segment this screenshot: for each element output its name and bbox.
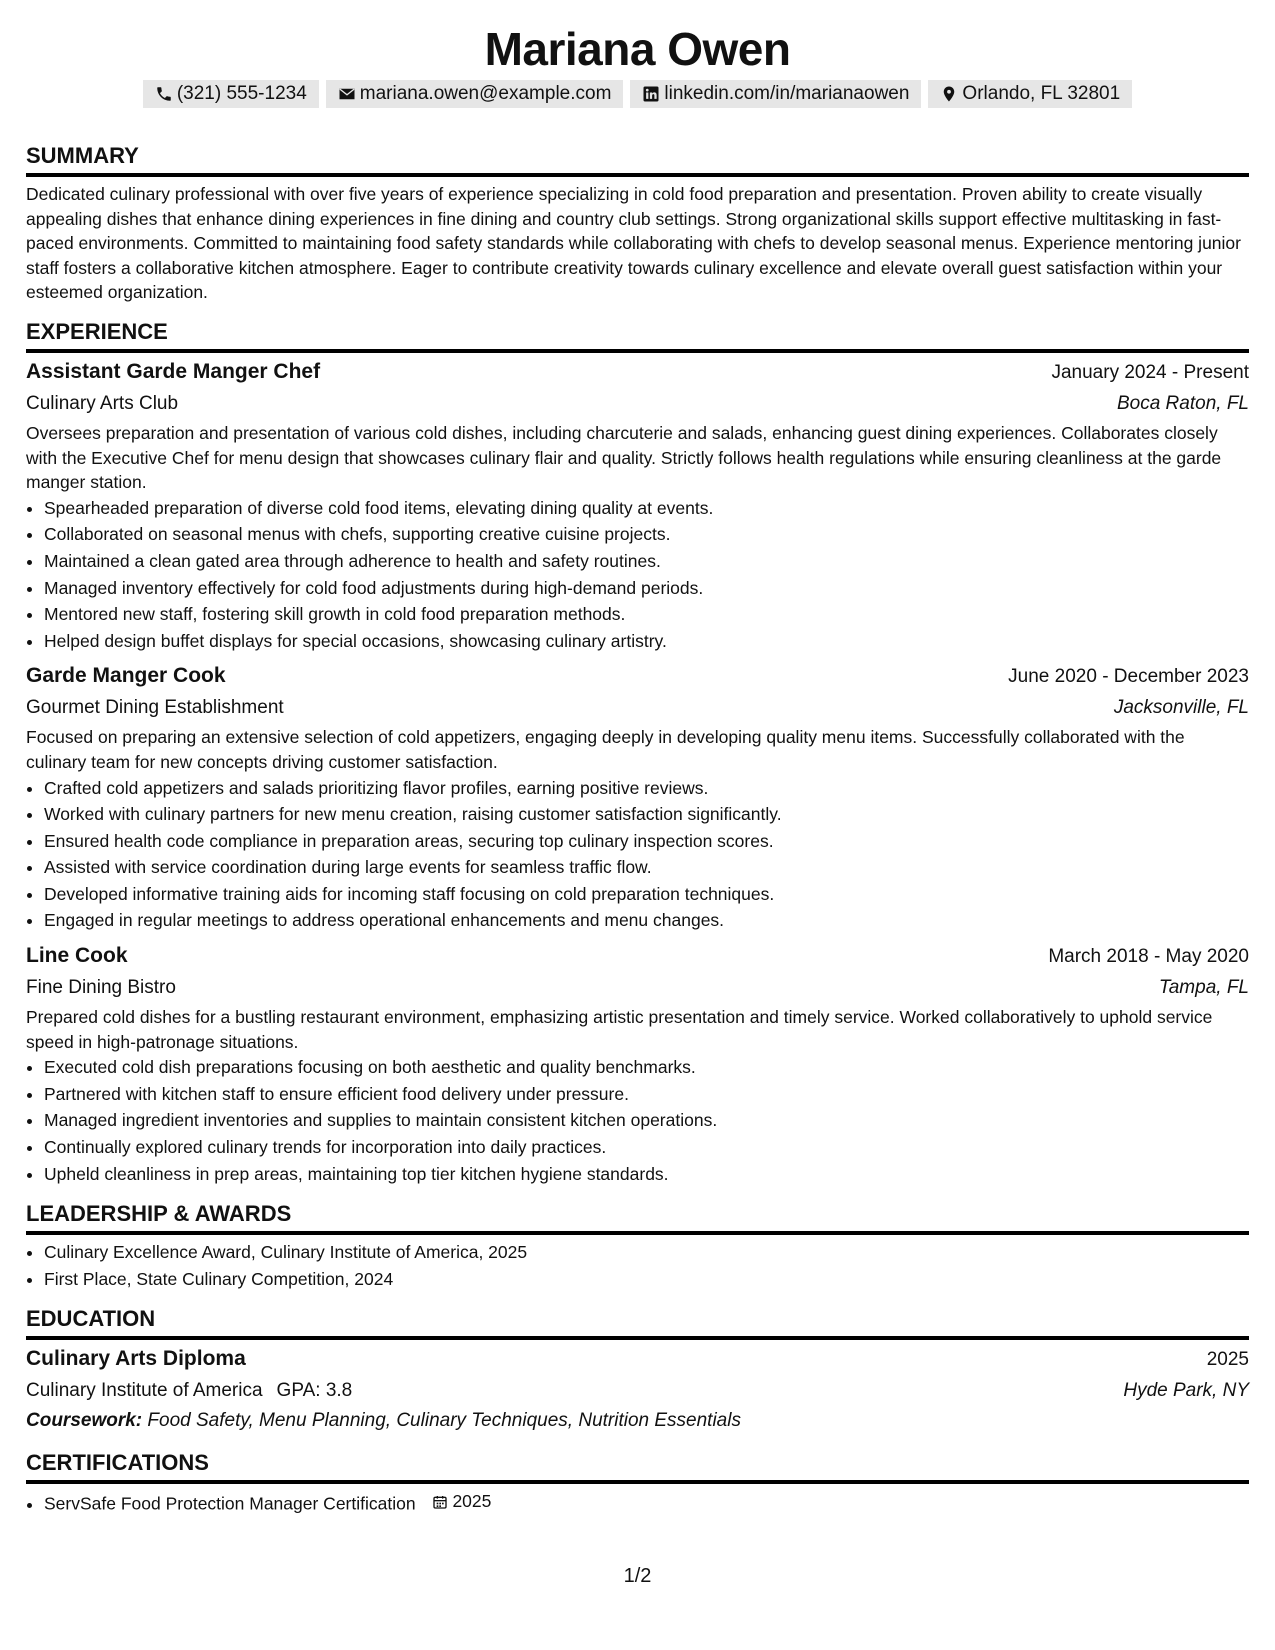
list-item: • Engaged in regular meetings to address operational enhancements and menu changes. — [44, 907, 1249, 934]
degree-title: Culinary Arts Diploma — [26, 1347, 246, 1371]
phone-icon — [155, 85, 173, 103]
job-organization: Gourmet Dining Establishment — [26, 697, 284, 719]
list-item: • Ensured health code compliance in preparation areas, securing top culinary inspection scores. — [44, 828, 1249, 855]
awards-list — [26, 1239, 1249, 1292]
awards-section — [26, 1201, 1249, 1292]
certification-name: ServSafe Food Protection Manager Certification — [44, 1493, 416, 1514]
job-dates: March 2018 - May 2020 — [1048, 946, 1249, 968]
job-description: Prepared cold dishes for a bustling restaurant environment, emphasizing artistic presentation and timely service. Worked collaboratively to uphold service speed in high-patronage situations. — [26, 1007, 1213, 1052]
section-title-experience: EXPERIENCE — [26, 319, 1249, 353]
list-item: • Worked with culinary partners for new menu creation, raising customer satisfaction significantly. — [44, 801, 1249, 828]
list-item: • Managed inventory effectively for cold food adjustments during high-demand periods. — [44, 575, 1249, 602]
school-location: Hyde Park, NY — [1123, 1380, 1249, 1402]
job-title: Garde Manger Cook — [26, 664, 226, 688]
list-item: • Crafted cold appetizers and salads prioritizing flavor profiles, earning positive reviews. — [44, 775, 1249, 802]
job-title: Line Cook — [26, 944, 128, 968]
list-item: • Collaborated on seasonal menus with chefs, supporting creative cuisine projects. — [44, 521, 1249, 548]
list-item: • Developed informative training aids for incoming staff focusing on cold preparation techniques. — [44, 881, 1249, 908]
education-section — [26, 1306, 1249, 1436]
graduation-year: 2025 — [1206, 1349, 1249, 1371]
job-description: Oversees preparation and presentation of various cold dishes, including charcuterie and salads, enhancing guest dining experiences. Collaborates closely with the Executive Chef for menu design that showcases culinary flair and quality. Strictly follows health regulations while ensuring cleanliness at the garde manger station. — [26, 422, 1222, 493]
coursework — [26, 1406, 1249, 1436]
calendar-icon — [432, 1494, 448, 1510]
candidate-name: Mariana Owen — [484, 23, 791, 75]
linkedin-icon — [642, 85, 660, 103]
contact-phone-text: (321) 555-1234 — [176, 83, 307, 104]
job-entry — [26, 941, 1249, 1187]
contact-linkedin[interactable] — [630, 80, 921, 108]
list-item: • Helped design buffet displays for special occasions, showcasing culinary artistry. — [44, 628, 1249, 655]
page-number: 1/2 — [623, 1565, 652, 1587]
coursework-label: Coursework: — [26, 1410, 143, 1432]
section-title-education: EDUCATION — [26, 1306, 1249, 1340]
list-item — [44, 1488, 1249, 1517]
job-location: Jacksonville, FL — [1113, 697, 1249, 719]
certifications-section — [26, 1450, 1249, 1517]
experience-section — [26, 319, 1249, 1187]
contact-linkedin-text: linkedin.com/in/marianaowen — [664, 83, 910, 104]
job-location: Boca Raton, FL — [1116, 392, 1249, 414]
gpa: GPA: 3.8 — [276, 1380, 353, 1402]
job-description: Focused on preparing an extensive selection of cold appetizers, engaging deeply in developing quality menu items. Successfully collaborated with the culinary team for new concepts driving customer satisfaction. — [26, 727, 1185, 772]
resume-page — [26, 0, 1249, 1517]
job-bullets — [26, 495, 1249, 655]
contact-email[interactable] — [326, 80, 624, 108]
contact-location-text: Orlando, FL 32801 — [962, 83, 1121, 104]
list-item: • Mentored new staff, fostering skill growth in cold food preparation methods. — [44, 601, 1249, 628]
section-title-certifications: CERTIFICATIONS — [26, 1450, 1249, 1484]
job-entry — [26, 661, 1249, 934]
job-bullets — [26, 775, 1249, 935]
job-location: Tampa, FL — [1158, 977, 1249, 999]
job-title: Assistant Garde Manger Chef — [26, 359, 321, 383]
job-dates: June 2020 - December 2023 — [1008, 666, 1249, 688]
envelope-icon — [338, 85, 356, 103]
contact-location — [928, 80, 1132, 108]
job-organization: Fine Dining Bistro — [26, 977, 176, 999]
job-dates: January 2024 - Present — [1051, 361, 1249, 383]
list-item: • Managed ingredient inventories and supplies to maintain consistent kitchen operations. — [44, 1107, 1249, 1134]
contact-bar — [26, 80, 1249, 108]
job-organization: Culinary Arts Club — [26, 392, 179, 414]
contact-phone[interactable] — [143, 80, 319, 108]
list-item: • Culinary Excellence Award, Culinary Institute of America, 2025 — [44, 1239, 1249, 1266]
school-name: Culinary Institute of America — [26, 1380, 263, 1402]
certifications-list — [26, 1488, 1249, 1517]
job-entry — [26, 357, 1249, 654]
list-item: • First Place, State Culinary Competition, 2024 — [44, 1266, 1249, 1293]
job-bullets — [26, 1054, 1249, 1187]
list-item: • Upheld cleanliness in prep areas, maintaining top tier kitchen hygiene standards. — [44, 1161, 1249, 1188]
summary-section — [26, 143, 1249, 305]
certification-date: 2025 — [452, 1491, 492, 1512]
section-title-summary: SUMMARY — [26, 143, 1249, 177]
map-pin-icon — [940, 85, 958, 103]
coursework-list: Food Safety, Menu Planning, Culinary Techniques, Nutrition Essentials — [147, 1410, 741, 1432]
list-item: • Maintained a clean gated area through adherence to health and safety routines. — [44, 548, 1249, 575]
list-item: • Continually explored culinary trends for incorporation into daily practices. — [44, 1134, 1249, 1161]
contact-email-text: mariana.owen@example.com — [359, 83, 612, 104]
section-title-awards: LEADERSHIP & AWARDS — [26, 1201, 1249, 1235]
list-item: • Executed cold dish preparations focusing on both aesthetic and quality benchmarks. — [44, 1054, 1249, 1081]
list-item: • Partnered with kitchen staff to ensure efficient food delivery under pressure. — [44, 1081, 1249, 1108]
summary-text: Dedicated culinary professional with over five years of experience specializing in cold food preparation and presentation. Proven ability to create visually appealing dishes that enhance dining experiences in fine dining and country club settings. Strong organizational skills support effective multitasking in fast-paced environments. Committed to maintaining food safety standards while collaborating with chefs to develop seasonal menus. Experience mentoring junior staff fosters a collaborative kitchen atmosphere. Eager to contribute creativity towards culinary excellence and elevate overall guest satisfaction within your esteemed organization. — [26, 184, 1241, 303]
list-item: • Assisted with service coordination during large events for seamless traffic flow. — [44, 854, 1249, 881]
list-item: • Spearheaded preparation of diverse cold food items, elevating dining quality at events. — [44, 495, 1249, 522]
